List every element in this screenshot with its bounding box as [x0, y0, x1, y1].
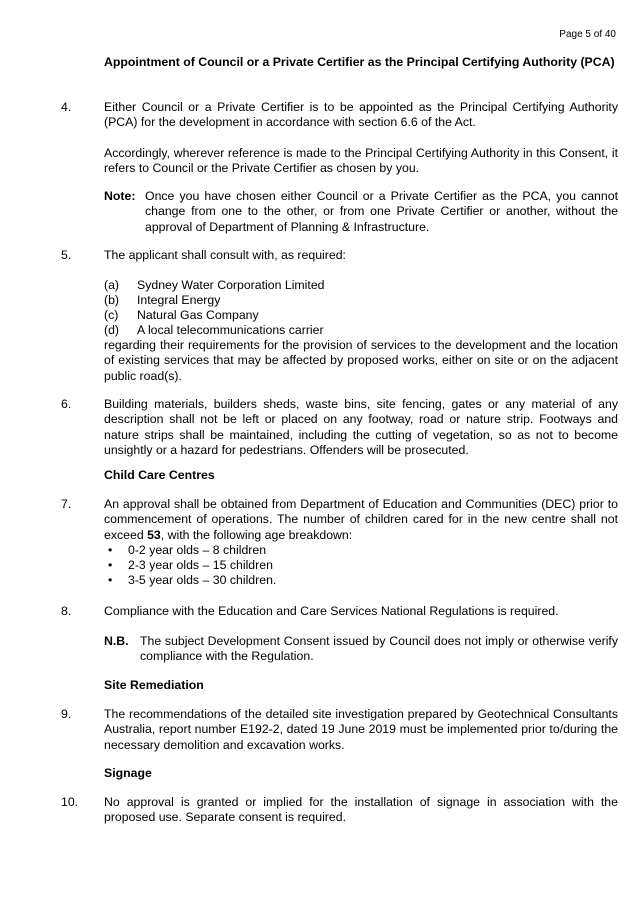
- heading-site-remediation: Site Remediation: [104, 678, 204, 692]
- list-item-label: (b): [104, 293, 120, 307]
- condition-9-text: The recommendations of the detailed site investigation prepared by Geotechnical Consultants Australia, report number E192-2, dated 19 June 2019 must be implemented prior to/during the necessary demolition and excavation works.: [104, 707, 618, 752]
- list-item-text: Natural Gas Company: [137, 308, 259, 322]
- list-item-text: Integral Energy: [137, 293, 221, 307]
- condition-4-paragraph-1: Either Council or a Private Certifier is to be appointed as the Principal Certifying Authority (PCA) for the development in accordance with section 6.6 of the Act.: [104, 100, 618, 130]
- heading-child-care: Child Care Centres: [104, 468, 215, 482]
- bullet-text: 2-3 year olds – 15 children: [128, 558, 273, 572]
- condition-7-text-b: , with the following age breakdown:: [160, 527, 353, 542]
- heading-pca: Appointment of Council or a Private Certifier as the Principal Certifying Authority (PCA): [104, 55, 615, 69]
- condition-6-text: Building materials, builders sheds, waste bins, site fencing, gates or any material of any description shall not be left or placed on any footway, road or nature strip. Footways and nature strips shall be maintained, including the cutting of vegetation, so as not to become unsightly or a hazard for pedestrians. Offenders will be prosecuted.: [104, 397, 618, 458]
- condition-8-text: Compliance with the Education and Care Services National Regulations is required.: [104, 604, 559, 618]
- condition-10-text: No approval is granted or implied for the installation of signage in association with the proposed use. Separate consent is required.: [104, 795, 618, 825]
- heading-signage: Signage: [104, 766, 152, 780]
- child-limit: 53: [147, 527, 161, 542]
- condition-6-number: 6.: [61, 397, 72, 411]
- note-label: Note:: [104, 189, 136, 203]
- list-item-label: (a): [104, 278, 120, 292]
- condition-10-number: 10.: [61, 795, 79, 809]
- list-item-label: (c): [104, 308, 119, 322]
- condition-7-text-a: An approval shall be obtained from Department of Education and Communities (DEC) prior to commencement of operations. The number of children cared for in the new centre shall not exceed: [104, 497, 618, 542]
- list-item-text: Sydney Water Corporation Limited: [137, 278, 325, 292]
- condition-5-number: 5.: [61, 248, 72, 262]
- condition-9-number: 9.: [61, 707, 72, 721]
- note-text: Once you have chosen either Council or a Private Certifier as the PCA, you cannot change from one to the other, or from one Private Certifier or another, without the approval of Department of Planning & Infrastructure.: [145, 189, 618, 234]
- condition-8-number: 8.: [61, 604, 72, 618]
- list-item-label: (d): [104, 323, 120, 337]
- nb-label: N.B.: [104, 634, 129, 648]
- bullet-text: 3-5 year olds – 30 children.: [128, 573, 277, 587]
- list-item-text: A local telecommunications carrier: [137, 323, 324, 337]
- page-number: Page 5 of 40: [559, 29, 616, 40]
- bullet-icon: •: [108, 573, 113, 587]
- condition-7-text: [104, 497, 618, 543]
- bullet-icon: •: [108, 543, 113, 557]
- condition-7-number: 7.: [61, 497, 72, 511]
- condition-4-paragraph-2: Accordingly, wherever reference is made to the Principal Certifying Authority in this Consent, it refers to Council or the Private Certifier as chosen by you.: [104, 146, 618, 176]
- nb-text: The subject Development Consent issued by Council does not imply or otherwise verify compliance with the Regulation.: [140, 634, 618, 664]
- condition-5-outro: regarding their requirements for the provision of services to the development and the location of existing services that may be affected by proposed works, either on site or on the adjacent public road(s).: [104, 338, 618, 383]
- bullet-icon: •: [108, 558, 113, 572]
- bullet-text: 0-2 year olds – 8 children: [128, 543, 267, 557]
- condition-5-intro: The applicant shall consult with, as required:: [104, 248, 346, 262]
- condition-4-number: 4.: [61, 100, 72, 114]
